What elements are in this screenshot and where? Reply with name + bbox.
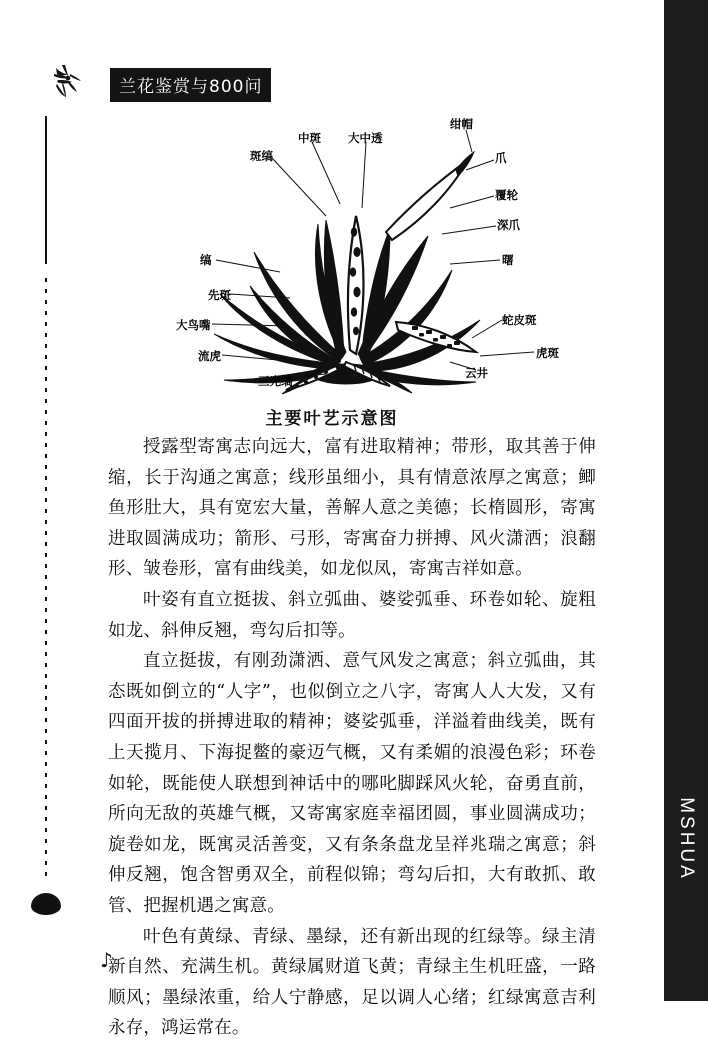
label-san-guang-fu: 三光缟 bbox=[258, 374, 293, 388]
side-label: MSHUA bbox=[676, 797, 697, 881]
label-fu-lun: 覆轮 bbox=[495, 188, 518, 202]
label-da-niao-zui: 大鸟嘴 bbox=[176, 318, 211, 332]
label-shuang: 曙 bbox=[502, 253, 514, 267]
left-dotted-rule bbox=[45, 278, 47, 878]
label-gan-mao: 绀帽 bbox=[450, 117, 473, 131]
body-text bbox=[108, 432, 596, 1044]
figure-caption: 主要叶艺示意图 bbox=[265, 409, 399, 429]
orchid-diagram bbox=[150, 112, 580, 397]
orchid-sprig-icon bbox=[48, 62, 94, 108]
label-shen-zhua: 深爪 bbox=[497, 218, 520, 232]
left-vertical-rule bbox=[45, 116, 47, 264]
label-ban-fu: 斑缟 bbox=[250, 149, 273, 163]
label-hu-ban: 虎斑 bbox=[536, 346, 559, 360]
paragraph-1: 授露型寄寓志向远大，富有进取精神；带形，取其善于伸缩，长于沟通之寓意；线形虽细小，具有情意浓厚之寓意；鲫鱼形肚大，具有宽宏大量，善解人意之美德；长楕圆形，寄寓进取圆满成功；箭形、弓形，寄寓奋力拼搏、风火潇洒；浪翻形、皱卷形，富有曲线美，如龙似凤，寄寓吉祥如意。 bbox=[108, 437, 596, 580]
label-zhua: 爪 bbox=[495, 151, 507, 165]
label-liu-hu: 流虎 bbox=[198, 349, 221, 363]
page-header bbox=[48, 62, 308, 110]
label-da-zhong-tou: 大中透 bbox=[348, 131, 383, 145]
label-yun-jing: 云井 bbox=[465, 366, 488, 380]
page-tail-mark: ♪ bbox=[100, 948, 113, 972]
label-she-pi-ban: 蛇皮斑 bbox=[502, 313, 537, 327]
paragraph-2: 叶姿有直立挺拔、斜立弧曲、婆娑弧垂、环卷如轮、旋粗如龙、斜伸反翘，弯勾后扣等。 bbox=[108, 589, 596, 641]
paragraph-4: 叶色有黄绿、青绿、墨绿，还有新出现的红绿等。绿主清新自然、充满生机。黄绿属财道飞黄；青绿主生机旺盛，一路顺风；墨绿浓重，给人宁静感，足以调人心绪；红绿寓意吉利永存，鸿运常在。 bbox=[108, 926, 596, 1039]
paragraph-3: 直立挺拔，有刚劲潇洒、意气风发之寓意；斜立弧曲，其态既如倒立的“人字”，也似倒立之八字，寄寓人人大发，又有四面开拔的拼搏进取的精神；婆娑弧垂，洋溢着曲线美，既有上天揽月、下海捉鳖的豪迈气概，又有柔媚的浪漫色彩；环卷如轮，既能使人联想到神话中的哪叱脚踩风火轮，奋勇直前，所向无敌的英雄气概，又寄寓家庭幸福团圆，事业圆满成功；旋卷如龙，既寓灵活善变，又有条条盘龙呈祥兆瑞之寓意；斜伸反翘，饱含智勇双全，前程似锦；弯勾后扣，大有敢抓、敢管、把握机遇之寓意。 bbox=[108, 651, 596, 916]
label-zhong-ban: 中斑 bbox=[298, 131, 321, 145]
left-ink-blob bbox=[31, 893, 61, 915]
label-fu: 缟 bbox=[200, 253, 212, 267]
right-margin-bar bbox=[664, 0, 708, 1001]
label-xian-ban: 先斑 bbox=[208, 288, 231, 302]
book-title-banner: 兰花鉴赏与800问 bbox=[110, 68, 271, 102]
